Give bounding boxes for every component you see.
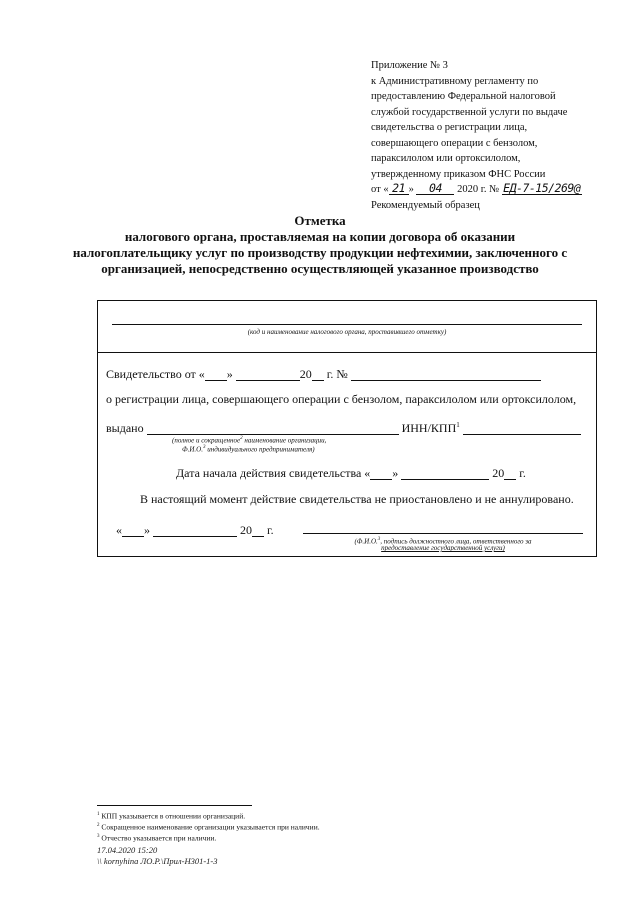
issued-label: выдано [106, 421, 144, 435]
status-text: В настоящий момент действие свидетельства не приостановлено и не аннулировано. [140, 492, 574, 506]
footnote-text: Отчество указывается при наличии. [99, 833, 217, 843]
footnote-text: КПП указывается в отношении организаций. [99, 811, 246, 821]
footnote-2 [97, 821, 320, 833]
cert-mid: » [226, 367, 233, 381]
sign-g: г. [267, 523, 274, 537]
start-g: г. [519, 466, 526, 480]
start-mid: » [392, 466, 399, 480]
appendix-block [371, 58, 611, 213]
date-month: 04 [416, 182, 454, 195]
footnote-number: 1 [97, 812, 100, 817]
inn-label: ИНН/КПП [401, 421, 457, 435]
footnote-separator [97, 805, 252, 806]
footnote-ref: 2 [240, 436, 243, 441]
appendix-line: параксилолом или ортоксилолом, [371, 153, 521, 164]
sign-close: » [144, 523, 150, 537]
issued-caption-text: Ф.И.О. [182, 445, 203, 454]
issued-caption-text: наименование организации, [242, 436, 327, 445]
title-line: организацией, непосредственно осуществляющей указанное производство [101, 261, 539, 276]
cert-year: 20 [299, 367, 312, 381]
footnote-number: 3 [97, 834, 100, 839]
appendix-line: утвержденному приказом ФНС России [371, 168, 546, 180]
date-day: 21 [389, 182, 409, 195]
issued-caption-2 [182, 443, 315, 454]
issued-caption-text: (полное и сокращенное [172, 436, 241, 445]
start-label: Дата начала действия свидетельства « [176, 466, 371, 480]
recommended-sample: Рекомендуемый образец [371, 199, 480, 211]
appendix-line: к Административному регламенту по [371, 75, 539, 87]
registration-text: о регистрации лица, совершающего операции с бензолом, параксилолом или ортоксилолом, [106, 392, 577, 406]
appendix-line: совершающего операции с бензолом, [371, 137, 538, 149]
footnote-number: 2 [97, 823, 100, 828]
date-prefix: от « [371, 184, 389, 195]
document-title [0, 213, 640, 277]
footnote-1 [97, 810, 245, 822]
signature-line [303, 533, 583, 534]
section-divider [98, 352, 596, 353]
sign-open: « [116, 523, 122, 537]
cert-prefix: Свидетельство от « [106, 367, 205, 381]
appendix-date-line [371, 182, 611, 198]
footnote-ref: 3 [377, 537, 381, 542]
footnote-ref: 3 [203, 445, 206, 450]
organ-line [112, 324, 582, 325]
form-box [97, 300, 597, 557]
appendix-line: службой государственной услуги по выдаче [371, 106, 568, 118]
sign-date-row [116, 523, 274, 538]
sign-caption-text: , подпись должностного лица, ответственного за [380, 537, 532, 546]
issued-caption-text: индивидуального предпринимателя) [205, 445, 315, 454]
print-file-path: \\ kornyhinа ЛО.Р.\Прил-Н301-1-3 [97, 856, 218, 866]
appendix-line: Приложение № 3 [371, 60, 448, 71]
footnote-text: Сокращенное наименование организации указывается при наличии. [99, 822, 320, 832]
cert-number-label: г. № [326, 367, 348, 381]
date-sep: » [408, 184, 414, 195]
inn-footnote-ref: 1 [456, 421, 460, 429]
order-number: ЕД-7-15/269@ [503, 181, 581, 195]
print-datetime: 17.04.2020 15:20 [97, 845, 158, 855]
appendix-line: предоставлению Федеральной налоговой [371, 91, 556, 102]
title-line: Отметка [294, 213, 346, 228]
start-date-row [176, 466, 526, 481]
title-line: налогового органа, проставляемая на копии договора об оказании [124, 229, 516, 244]
footnote-3 [97, 832, 216, 844]
sign-caption-2: предоставление государственной услуги) [381, 544, 505, 552]
appendix-line: свидетельства о регистрации лица, [371, 122, 528, 133]
sign-year: 20 [240, 523, 252, 537]
certificate-row [106, 367, 541, 382]
title-line: налогоплательщику услуг по производству продукции нефтехимии, заключенного с [72, 245, 568, 260]
sign-caption-text: (Ф.И.О. [354, 537, 378, 546]
start-year: 20 [492, 466, 505, 480]
date-year: 2020 г. № [457, 184, 500, 195]
organ-caption: (код и наименование налогового органа, проставившего отметку) [247, 328, 447, 336]
